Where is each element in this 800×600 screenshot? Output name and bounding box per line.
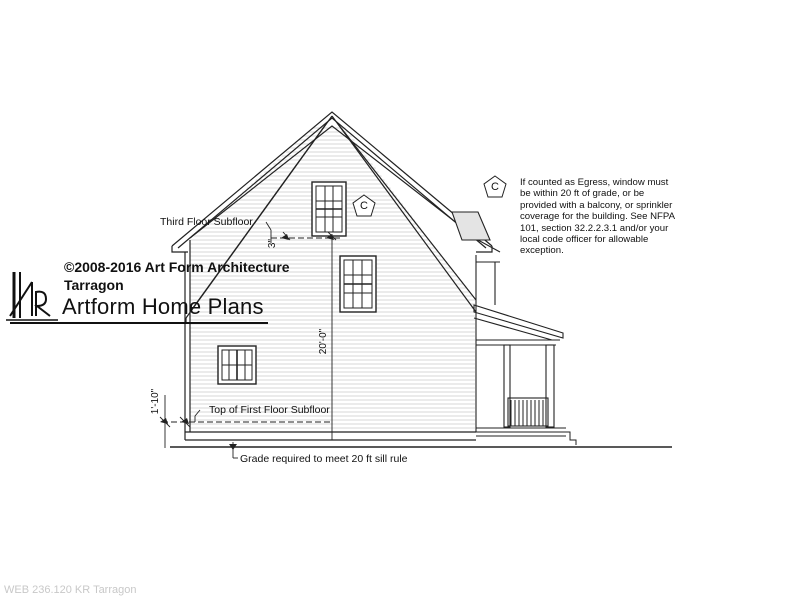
brand-underline: [10, 322, 268, 324]
first-floor-label: Top of First Floor Subfloor: [209, 404, 330, 416]
porch-base: [476, 428, 576, 445]
window-middle: [340, 256, 376, 312]
dim-1-10-label: 1'-10": [150, 388, 162, 415]
window-lower: [218, 346, 256, 384]
tag-c-window: C: [360, 200, 368, 212]
dim-3in-label: 3": [267, 238, 279, 249]
plan-name-text: Tarragon: [64, 277, 124, 293]
dim-20ft-label: 20'-0": [318, 328, 330, 355]
foundation: [170, 432, 672, 447]
footer-text: WEB 236.120 KR Tarragon: [4, 584, 137, 596]
artform-logo-icon: [6, 268, 58, 322]
copyright-text: ©2008-2016 Art Form Architecture: [64, 259, 290, 275]
third-floor-label: Third Floor Subfloor: [160, 216, 253, 228]
window-top: [312, 182, 346, 236]
brand-name: Artform Home Plans: [62, 294, 264, 319]
grade-label: Grade required to meet 20 ft sill rule: [240, 453, 408, 465]
tag-c-note: C: [491, 181, 499, 193]
porch-railing: [511, 400, 543, 426]
egress-note: If counted as Egress, window must be within 20 ft of grade, or be provided with a balcony, or sprinkler coverage for the building. See NFPA 101, section 32.2.2.3.1 and/or your local code officer for allowable exception.: [520, 177, 675, 257]
watermark-copyright: [64, 258, 290, 294]
